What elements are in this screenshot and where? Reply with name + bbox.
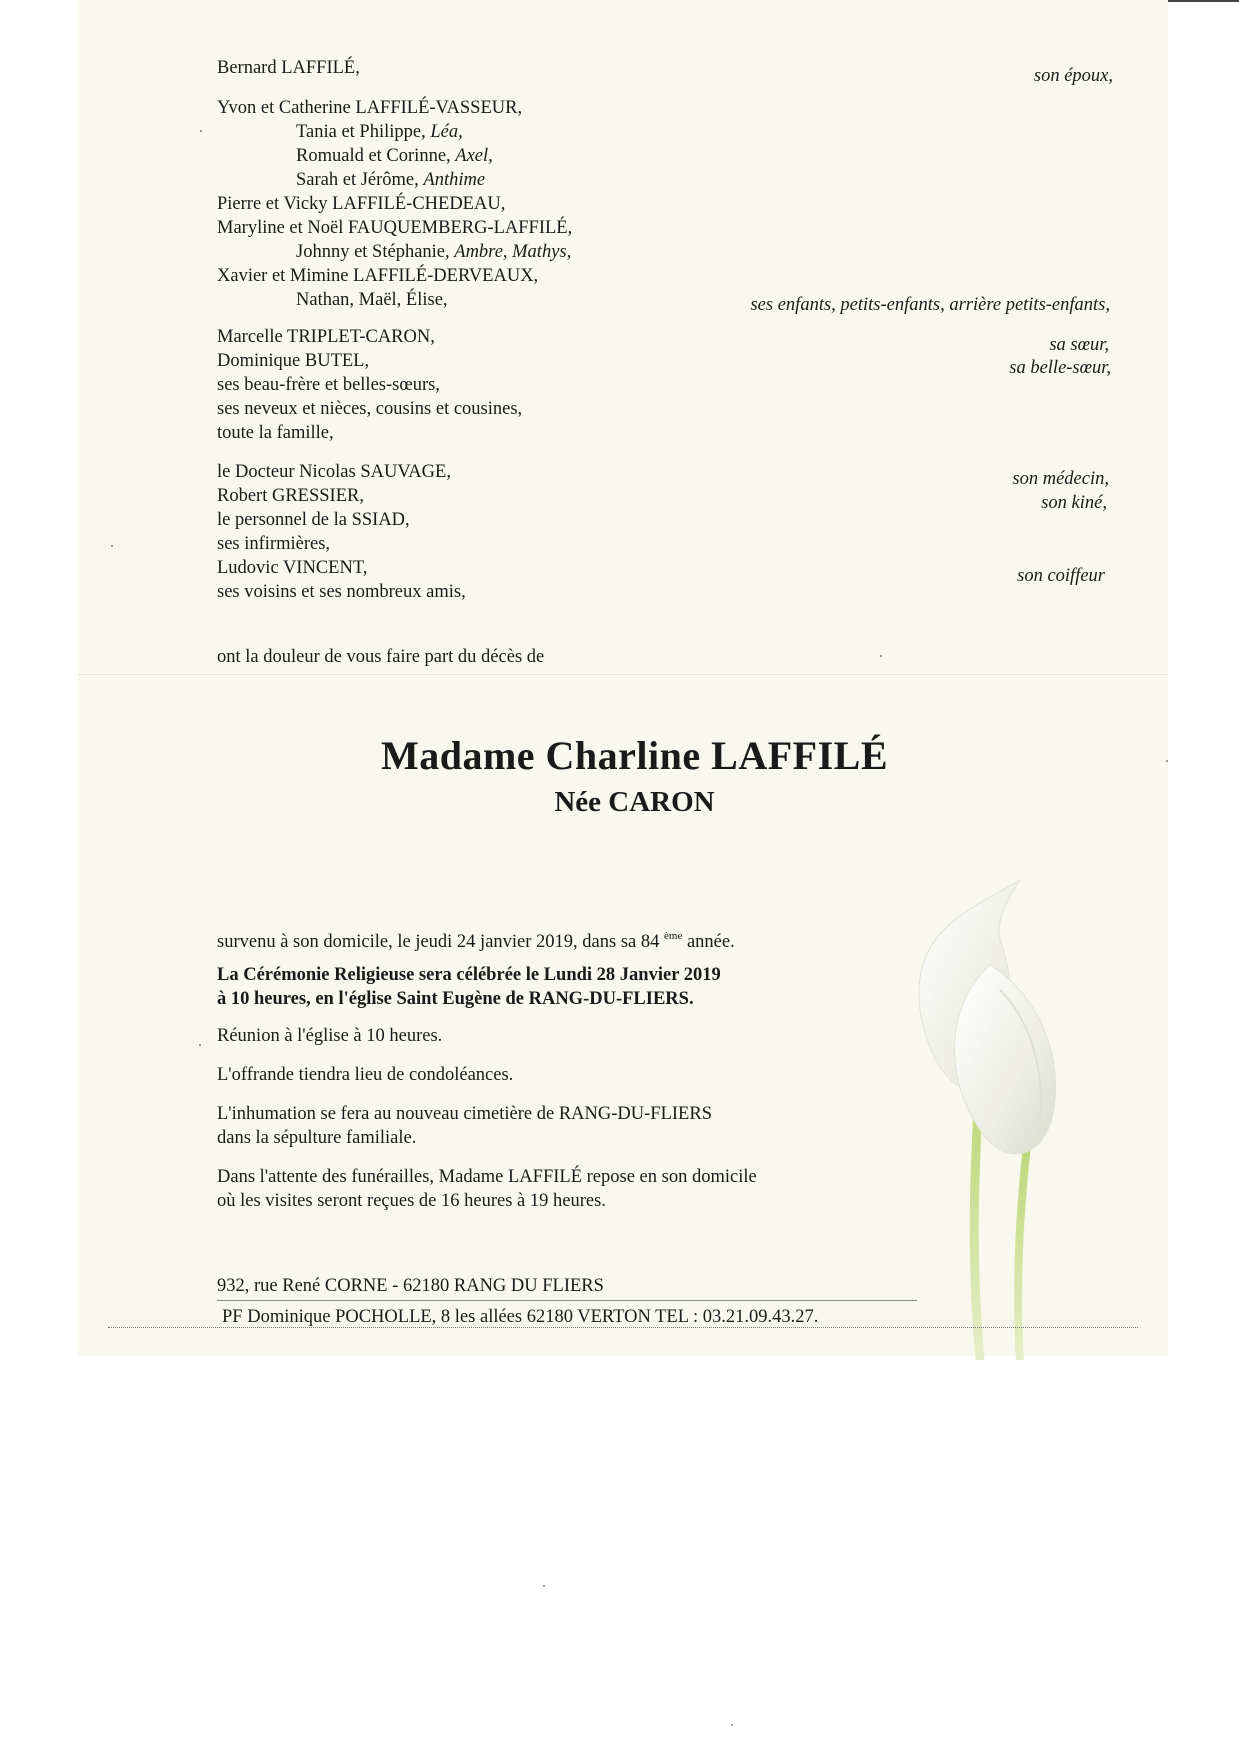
scan-speck (731, 1724, 733, 1726)
family-line: Robert GRESSIER, (217, 486, 364, 506)
family-line: Pierre et Vicky LAFFILÉ-CHEDEAU, (217, 194, 506, 214)
family-line: le Docteur Nicolas SAUVAGE, (217, 462, 451, 482)
relation-label: son kiné, (1041, 493, 1107, 513)
meeting-line: Réunion à l'église à 10 heures. (217, 1026, 443, 1046)
relation-label: son coiffeur (1017, 566, 1105, 586)
divider (217, 1300, 917, 1301)
intro-text: ont la douleur de vous faire part du décès de (217, 647, 545, 667)
family-line: Sarah et Jérôme, Anthime (296, 170, 486, 190)
relation-label: son médecin, (1012, 469, 1109, 489)
family-line: Ludovic VINCENT, (217, 558, 368, 578)
family-line: ses beau-frère et belles-sœurs, (217, 375, 440, 395)
family-line: toute la famille, (217, 423, 334, 443)
family-line: Dominique BUTEL, (217, 351, 370, 371)
family-line: Yvon et Catherine LAFFILÉ-VASSEUR, (217, 98, 523, 118)
relation-label: son époux, (1033, 66, 1113, 86)
family-line: Xavier et Mimine LAFFILÉ-DERVEAUX, (217, 266, 539, 286)
rest-line: Dans l'attente des funérailles, Madame LAFFILÉ repose en son domicile (217, 1167, 757, 1187)
family-line: Maryline et Noël FAUQUEMBERG-LAFFILÉ, (217, 218, 573, 238)
rest-line: où les visites seront reçues de 16 heures à 19 heures. (217, 1191, 606, 1211)
death-statement: survenu à son domicile, le jeudi 24 janvier 2019, dans sa 84 $^{ème}$ année. (217, 930, 735, 952)
ceremony-line: La Cérémonie Religieuse sera célébrée le Lundi 28 Janvier 2019 (217, 965, 721, 985)
scan-speck (880, 655, 882, 657)
relation-label: ses enfants, petits-enfants, arrière petits-enfants, (750, 295, 1110, 315)
family-line: ses infirmières, (217, 534, 331, 554)
burial-line: dans la sépulture familiale. (217, 1128, 417, 1148)
family-line: Johnny et Stéphanie, Ambre, Mathys, (296, 242, 572, 262)
scan-speck (1166, 760, 1168, 762)
deceased-name: Madame Charline LAFFILÉ (380, 733, 889, 778)
funeral-home-line: PF Dominique POCHOLLE, 8 les allées 62180 VERTON TEL : 03.21.09.43.27. (222, 1307, 819, 1327)
family-line: Tania et Philippe, Léa, (296, 122, 463, 142)
scan-speck (200, 130, 202, 132)
family-line: Nathan, Maël, Élise, (296, 290, 448, 310)
divider (108, 1327, 1138, 1328)
fold-line (78, 674, 1168, 675)
scan-speck (111, 545, 113, 547)
scan-speck (543, 1585, 545, 1587)
family-line: Marcelle TRIPLET-CARON, (217, 327, 435, 347)
family-line: Bernard LAFFILÉ, (217, 58, 360, 78)
offering-line: L'offrande tiendra lieu de condoléances. (217, 1065, 514, 1085)
calla-lily-icon (880, 870, 1070, 1360)
relation-label: sa belle-sœur, (1009, 358, 1111, 378)
family-line: ses voisins et ses nombreux amis, (217, 582, 466, 602)
family-line: Romuald et Corinne, Axel, (296, 146, 493, 166)
burial-line: L'inhumation se fera au nouveau cimetière de RANG-DU-FLIERS (217, 1104, 712, 1124)
scan-edge (1168, 0, 1239, 8)
scan-speck (199, 1044, 201, 1046)
family-line: le personnel de la SSIAD, (217, 510, 410, 530)
deceased-birth-name: Née CARON (554, 786, 715, 818)
relation-label: sa sœur, (1049, 335, 1109, 355)
family-line: ses neveux et nièces, cousins et cousines, (217, 399, 523, 419)
ceremony-line: à 10 heures, en l'église Saint Eugène de RANG-DU-FLIERS. (217, 989, 694, 1009)
address-line: 932, rue René CORNE - 62180 RANG DU FLIERS (217, 1276, 604, 1296)
